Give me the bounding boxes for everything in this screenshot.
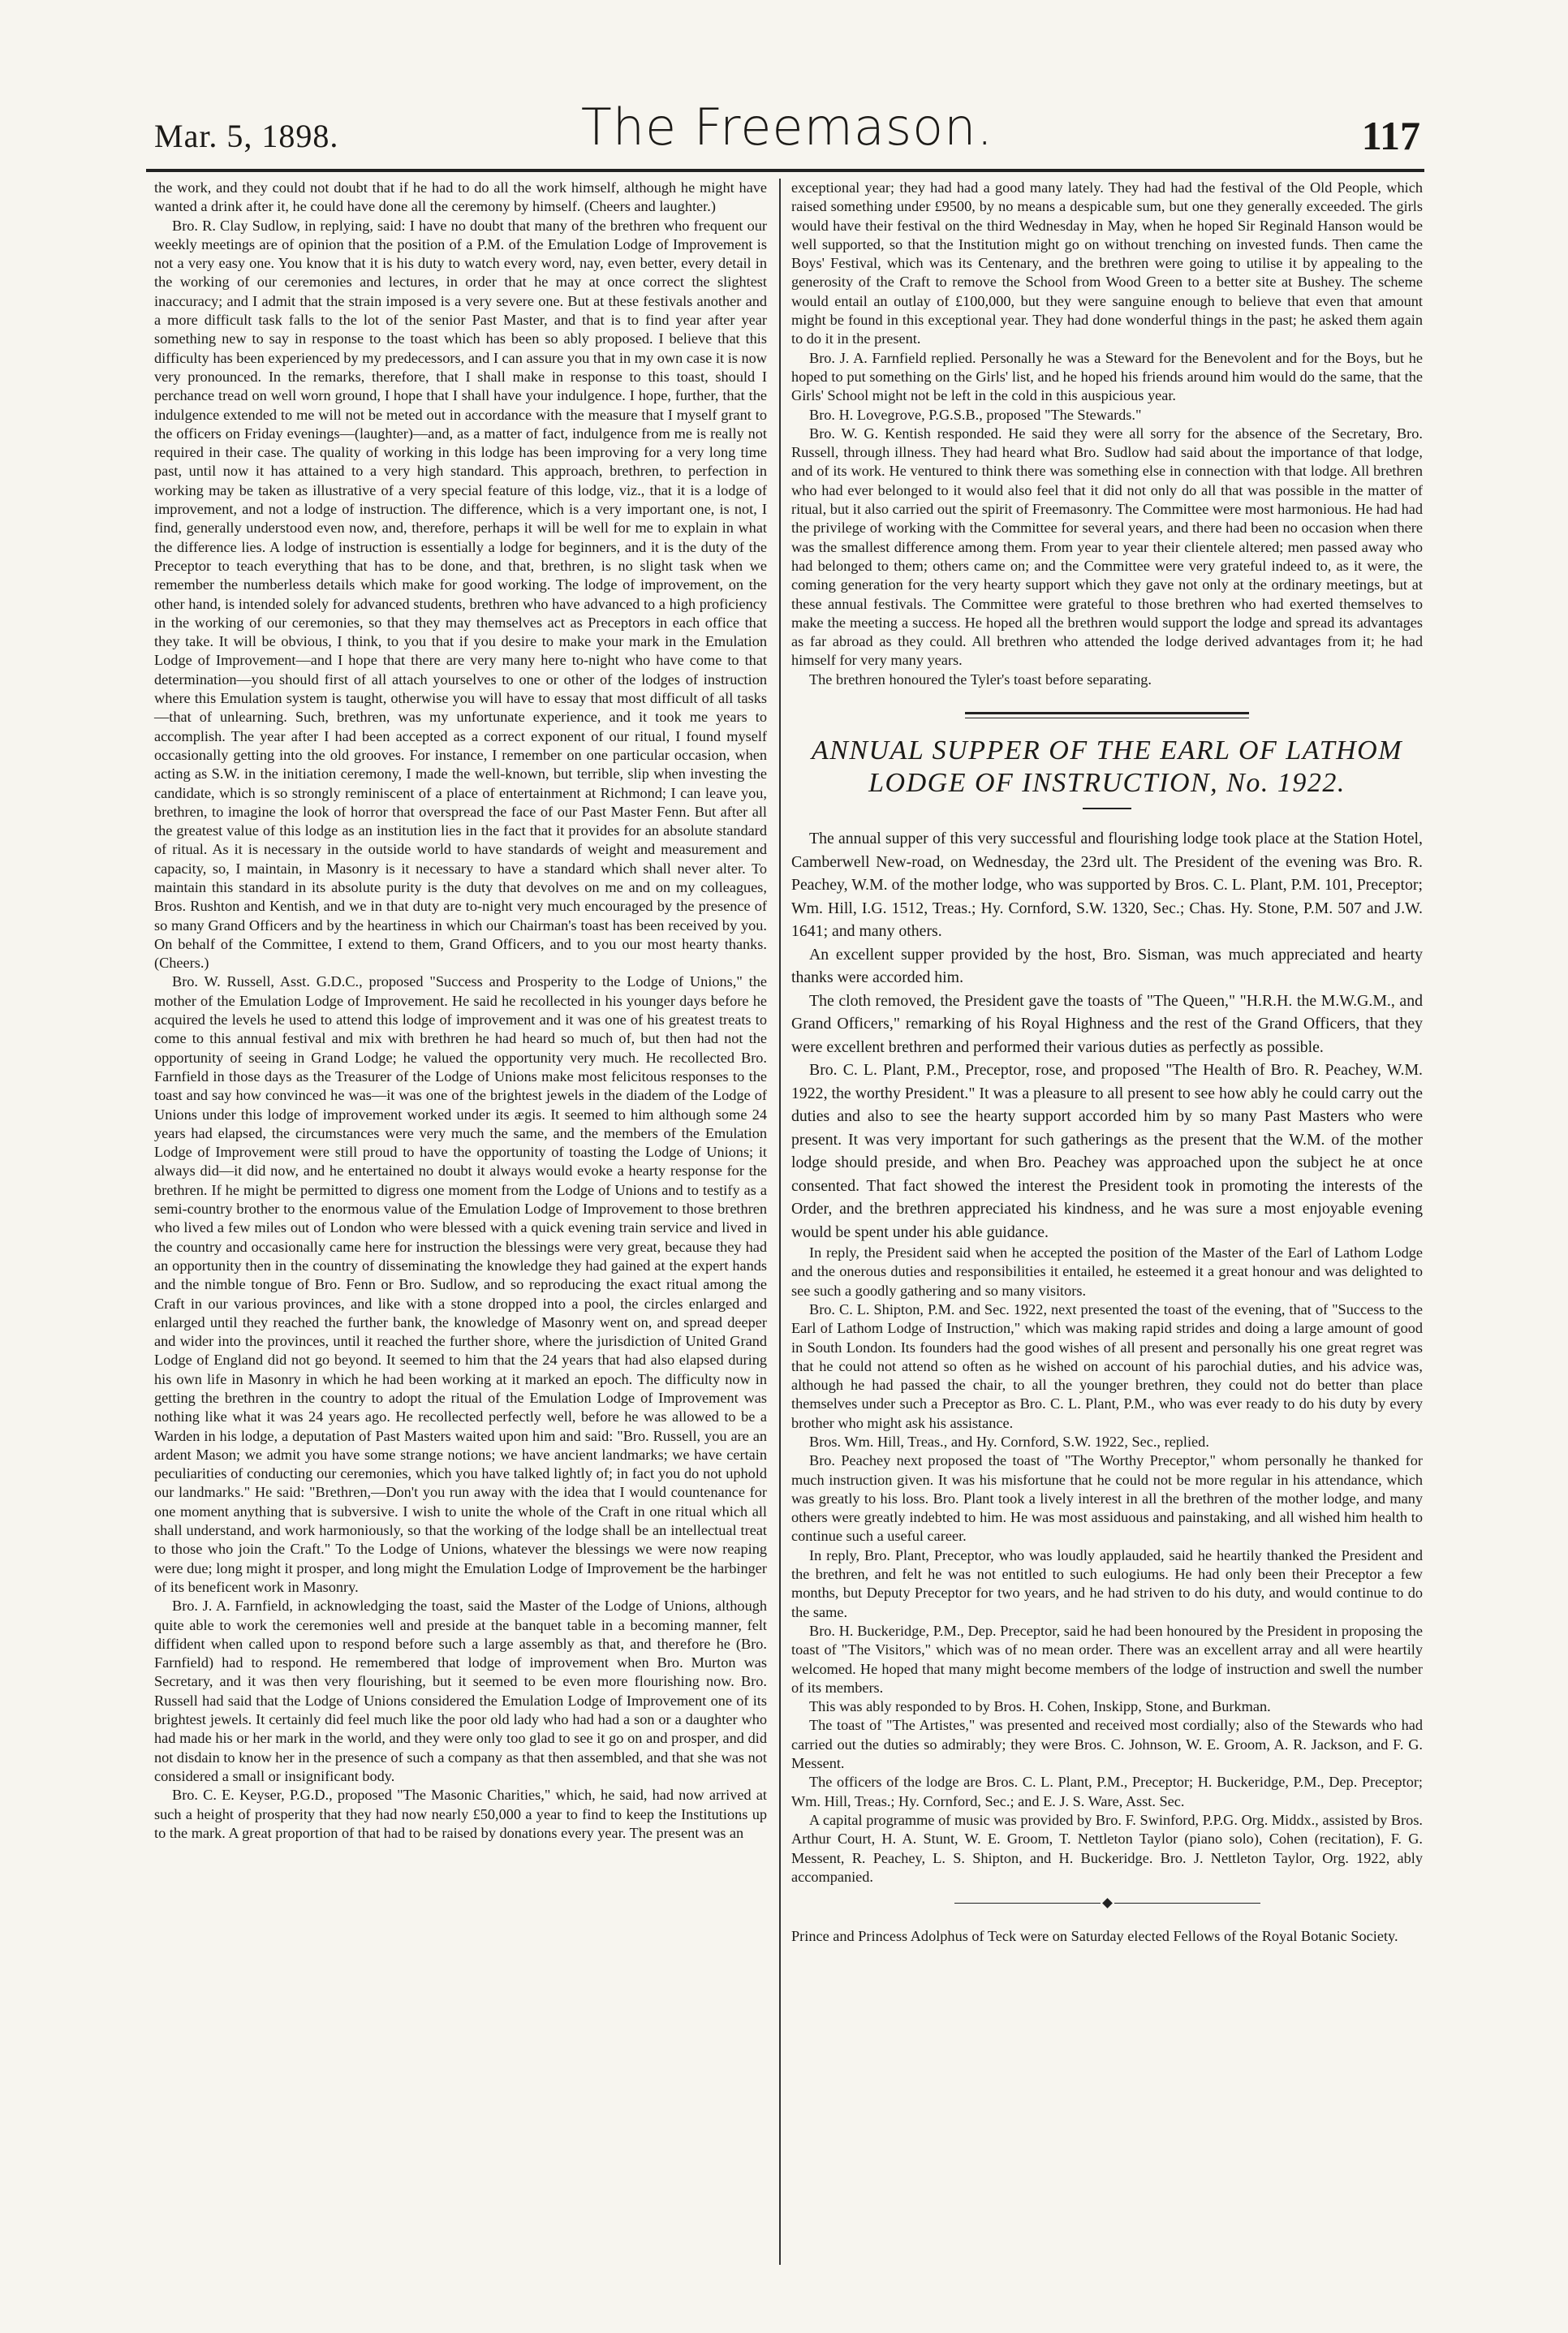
article-paragraph: An excellent supper provided by the host, Bro. Sisman, was much appreciated and hearty thanks were accorded him. (791, 945, 1423, 987)
section-divider (965, 712, 1249, 718)
left-column (154, 179, 767, 1843)
right-column (791, 179, 1423, 1946)
article-paragraph: In reply, Bro. Plant, Preceptor, who was loudly applauded, said he heartily thanked the President and the brethren, and felt he was not entitled to such eulogiums. He had only been their Preceptor a few months, but Deputy Preceptor for two years, and he had striven to do his duty, and would continue to do the same. (791, 1546, 1423, 1620)
article-paragraph: This was ably responded to by Bros. H. Cohen, Inskipp, Stone, and Burkman. (809, 1698, 1271, 1715)
masthead-rule (146, 169, 1424, 172)
column-divider (779, 179, 781, 2265)
article-paragraph: Bro. C. E. Keyser, P.G.D., proposed "The Masonic Charities," which, he said, had now arrived at such a height of prosperity that they had now nearly £50,000 a year to find to keep the Institutions up to the mark. A great proportion of that had to be raised by donations every year. The present was an (154, 1787, 767, 1841)
article-paragraph: Bro. W. G. Kentish responded. He said they were all sorry for the absence of the Secretary, Bro. Russell, through illness. They had heard what Bro. Sudlow had said about the importance of that lodge, and of its work. He ventured to think there was something else in connection with that lodge. All brethren who had ever belonged to it would also feel that it did not only do all that was possible in the matter of ritual, but it also carried out the spirit of Freemasonry. The Committee were most harmonious. He had had the privilege of working with the Committee for several years, and there had been no occasion when there was the smallest difference among them. From year to year their clientele altered; men passed away who had belonged to them; others came on; and the Committee were very grateful indeed to, as it were, the coming generation for the very hearty support which they gave not only at the ordinary meetings, but at these annual festivals. The Committee were grateful to those brethren who had exerted themselves to make the meeting a success. He hoped all the brethren would support the lodge and spread its advantages as far abroad as they could. All brethren who attended the lodge derived advantages from it; he had himself for very many years. (791, 425, 1423, 669)
article-paragraph: Bro. W. Russell, Asst. G.D.C., proposed "Success and Prosperity to the Lodge of Unions," the mother of the Emulation Lodge of Improvement. He said he recollected in his younger days before he acquired the levels he used to attend this lodge of improvement and it was one of his greatest treats to come to this annual festival and mix with brethren he had heard so much of, but then had not the opportunity of seeing in Grand Lodge; he valued the opportunity very much. He recollected Bro. Farnfield in those days as the Treasurer of the Lodge of Unions make most felicitous responses to the toast and say how convinced he was—it was one of the brightest jewels in the diadem of the Lodge of Unions under this lodge of improvement worked under its ægis. It seemed to him although some 24 years had elapsed, the circumstances were very much the same, and the members of the Emulation Lodge of Improvement were still proud to have the opportunity of toasting the Lodge of Unions; it always did—it did now, and he entertained no doubt it always would evoke a hearty response for the brethren. If he might be permitted to digress one moment from the Lodge of Unions and to testify as a semi-country brother to the enormous value of the Emulation Lodge of Improvement to those brethren who lived a few miles out of London who were blessed with a quick evening train service and lived in the country and occasionally came here for instruction the blessings were very great, because they had an opportunity then in the country of disseminating the knowledge they had gained at the expert hands and the nimble tongue of Bro. Fenn or Bro. Sudlow, and so reproducing the exact ritual among the Craft in our various provinces, and like with a stone dropped into a pool, the circles enlarged and enlarged until they reached the further bank, the knowledge of Masonry went on, and spread deeper and wider into the provinces, until it reached the further shore, where the jurisdiction of United Grand Lodge of England did not go beyond. It seemed to him that the 24 years that had also elapsed during his own life in Masonry in which he had been working at it marked an epoch. The difficulty now in getting the brethren in the country to adopt the ritual of the Emulation Lodge of Improvement was nothing like what it was 24 years ago. He recollected perfectly well, before he was allowed to be a Warden in his lodge, a deputation of Past Masters waited upon him and said: "Bro. Russell, you are an ardent Mason; we admit you have some strange notions; we have ancient landmarks; we have certain peculiarities of conducting our ceremonies, which you have talked lightly of; in fact you do not uphold our landmarks." He said: "Brethren,—Don't you run away with the idea that I would countenance for one moment anything that is subversive. I wish to unite the whole of the Craft in one ritual which all shall understand, and work harmoniously, so that the working of the lodge shall be an intellectual treat to those who join the Craft." To the Lodge of Unions, whatever the blessings we were now reaping were due; long might it prosper, and long might the Emulation Lodge of Improvement be the harbinger of its beneficent work in Masonry. (154, 973, 767, 1595)
article-paragraph: A capital programme of music was provided by Bro. F. Swinford, P.P.G. Org. Middx., assisted by Bros. Arthur Court, H. A. Stunt, W. E. Groom, T. Nettleton Taylor (piano solo), Cohen (recitation), F. G. Messent, R. Peachey, L. S. Shipton, and H. Buckeridge. Bro. J. Nettleton Taylor, Org. 1922, ably accompanied. (791, 1811, 1423, 1885)
article-paragraph: Bro. C. L. Shipton, P.M. and Sec. 1922, next presented the toast of the evening, that of "Success to the Earl of Lathom Lodge of Instruction," which was making rapid strides and doing a large amount of good in South London. Its founders had the good wishes of all present and personally his one great regret was that he could not attend so often as he wished on account of his parochial duties, and his advice was, although he had passed the chair, to all the younger brethren, they could not do better than place themselves under such a Preceptor as Bro. C. L. Plant, P.M., who was ever ready to do his duty by every brother who might ask his assistance. (791, 1300, 1423, 1431)
article-paragraph: Bro. Peachey next proposed the toast of "The Worthy Preceptor," whom personally he thanked for much instruction given. It was his misfortune that he could not be more regular in his attendance, which was greatly to his loss. Bro. Plant took a lively interest in all the brethren of the mother lodge, and many others were greatly indebted to him. He was most assiduous and painstaking, and all wished him health to continue such a useful career. (791, 1452, 1423, 1545)
article-paragraph: In reply, the President said when he accepted the position of the Master of the Earl of Lathom Lodge and the onerous duties and responsibilities it entailed, he esteemed it a great honour and was delighted to see such a goodly gathering and so many visitors. (791, 1244, 1423, 1299)
article-paragraph: Bro. H. Lovegrove, P.G.S.B., proposed "The Stewards." (809, 406, 1142, 423)
article-headline: ANNUAL SUPPER OF THE EARL OF LATHOM LODGE OF INSTRUCTION, No. 1922. (811, 735, 1403, 799)
article-paragraph: The brethren honoured the Tyler's toast before separating. (809, 671, 1152, 688)
news-note: Prince and Princess Adolphus of Teck were on Saturday elected Fellows of the Royal Botanic Society. (791, 1928, 1398, 1945)
page-number: 117 (1361, 113, 1420, 158)
article-paragraph: Bro. J. A. Farnfield, in acknowledging the toast, said the Master of the Lodge of Unions, although quite able to work the ceremonies well and preside at the banquet table in a becoming manner, felt diffident when called upon to respond before such a large assembly as that, and therefore he (Bro. Farnfield) had to respond. He remembered that lodge of improvement when Bro. Murton was Secretary, and it was then very flourishing, but it seemed to be even more flourishing now. Bro. Russell had said that the Lodge of Unions considered the Emulation Lodge of Improvement one of its brightest jewels. It certainly did feel much like the poor old lady who had had a son or a daughter who had made his or her mark in the world, and they were only too glad to see it go on and prosper, and did not disdain to know her in the presence of such a company as that then assembled, and that she was not considered a small or insignificant body. (154, 1598, 767, 1784)
article-paragraph: Bro. H. Buckeridge, P.M., Dep. Preceptor, said he had been honoured by the President in proposing the toast of "The Visitors," which was of no mean order. There was an excellent array and all were heartily welcomed. He hoped that many might become members of the lodge of instruction and swell the number of its members. (791, 1622, 1423, 1696)
article-paragraph: the work, and they could not doubt that if he had to do all the work himself, although he might have wanted a drink after it, he could have done all the ceremony by himself. (Cheers and laughter.) (154, 179, 767, 215)
supper-article (791, 827, 1423, 1887)
article-paragraph: Bros. Wm. Hill, Treas., and Hy. Cornford, S.W. 1922, Sec., replied. (809, 1433, 1209, 1450)
article-paragraph: Bro. R. Clay Sudlow, in replying, said: I have no doubt that many of the brethren who frequent our weekly meetings are of opinion that the position of a P.M. of the Emulation Lodge of Improvement is not a very easy one. You know that it is his duty to watch every word, nay, even better, every detail in the working of our ceremonies and lectures, in order that he may at once correct the slightest inaccuracy; and I admit that the strain imposed is a very severe one. But at these festivals another and a more difficult task falls to the lot of the senior Past Master, and that is to find year after year something new to say in response to the toast which has been so ably proposed. I believe that this difficulty has been experienced by my predecessors, and I can assure you that in my own case it is now very pronounced. In the remarks, therefore, that I shall make in response to this toast, should I perchance tread on well worn ground, I hope that I shall have your indulgence. I hope, further, that the indulgence extended to me will not be meted out in accordance with the measure that I myself grant to the officers on Friday evenings—(laughter)—and, as a matter of fact, indulgence from me is really not required in their case. The quality of working in this lodge has been improving for a very long time past, until now it has attained to a very high standard. This approach, brethren, to perfection in working may be taken as illustrative of a very special feature of this lodge, viz., that it is a lodge of improvement, and not a lodge of instruction. The difference, which is a very important one, is not, I find, generally understood even now, and, therefore, perhaps it will be well for me to explain in what the difference lies. A lodge of instruction is essentially a lodge for beginners, and it is the duty of the Preceptor to teach everything that has to be done, and that, brethren, is no slight task when we remember the numberless details which make for good working. The lodge of improvement, on the other hand, is intended solely for advanced students, brethren who have advanced to a high proficiency in the working of our ceremonies, so that they may themselves act as Preceptors in each office that they take. It will be obvious, I think, to you that if you desire to make your mark in the Emulation Lodge of Improvement—and I hope that there are very many here to-night who have come to that determination—you should first of all attach yourselves to one or other of the lodges of instruction where this Emulation system is taught, otherwise you will have to essay that most difficult of all tasks—that of unlearning. Such, brethren, was my unfortunate experience, and it took me years to accomplish. The year after I had been accepted as a correct exponent of our ritual, I found myself occasionally getting into the old grooves. For instance, I remember on one particular occasion, when acting as S.W. in the initiation ceremony, I made the well-known, but terrible, slip when investing the candidate, which is so strongly reminiscent of a place of entertainment at Richmond; I can leave you, brethren, to imagine the look of horror that overspread the face of our Past Master Fenn. But after all the greatest value of this lodge as an institution lies in the fact that it provides for an absolute standard of ritual. As it is necessary in the outside world to have standards of weight and measurement and capacity, so, I maintain, in Masonry is it necessary to have a standard which shall never alter. To maintain this standard in its absolute purity is the duty that devolves on me and on my colleagues, Bros. Rushton and Kentish, and we in that duty are to-night very much encouraged by the presence of so many Grand Officers and by the heartiness in which our Chairman's toast has been received by you. On behalf of the Committee, I extend to them, Grand Officers, and to you our most hearty thanks. (Cheers.) (154, 217, 767, 972)
newspaper-title: The Freemason. (580, 97, 994, 157)
article-paragraph: Bro. J. A. Farnfield replied. Personally he was a Steward for the Benevolent and for the Boys, but he hoped to put something on the Girls' list, and he hoped his friends around him would do the same, that the Girls' School might not be left in the cold in this auspicious year. (791, 349, 1423, 404)
article-paragraph: The officers of the lodge are Bros. C. L. Plant, P.M., Preceptor; H. Buckeridge, P.M., Dep. Preceptor; Wm. Hill, Treas.; Hy. Cornford, Sec.; and E. J. S. Ware, Asst. Sec. (791, 1774, 1423, 1809)
article-paragraph: exceptional year; they had had a good many lately. They had had the festival of the Old People, which raised something under £9500, by no means a despicable sum, but one they generally exceeded. The girls would have their festival on the third Wednesday in May, when he hoped Sir Reginald Hanson would be well supported, so that the Institution might go on without trenching on invested funds. Then came the Boys' Festival, which was its Centenary, and the brethren were going to utilise it by appealing to the generosity of the Craft to remove the School from Wood Green to a better site at Bushey. The scheme would entail an outlay of £100,000, but they were sanguine enough to believe that even that amount might be found in this exceptional year. They had done wonderful things in the past; he asked them again to do it in the present. (791, 179, 1423, 347)
article-paragraph: Bro. C. L. Plant, P.M., Preceptor, rose, and proposed "The Health of Bro. R. Peachey, W.M. 1922, the worthy President." It was a pleasure to all present to see how ably he could carry out the duties and also to see the hearty support accorded him by so many Past Masters who were present. It was very important for such gatherings as the present that the W.M. of the mother lodge should preside, and when Bro. Peachey was approached upon the subject he at once consented. That fact showed the interest the President took in promoting the interests of the Order, and the brethren appreciated his kindness, and he was sure a most enjoyable evening would be spent under his able guidance. (791, 1061, 1423, 1241)
article-paragraph: The cloth removed, the President gave the toasts of "The Queen," "H.R.H. the M.W.G.M., and Grand Officers," remarking of his Royal Highness and the rest of the Grand Officers, that they were excellent brethren and performed their various duties as perfectly as possible. (791, 991, 1423, 1056)
article-paragraph: The toast of "The Artistes," was presented and received most cordially; also of the Stewards who had carried out the duties so admirably; they were Bros. C. Johnson, W. E. Groom, A. R. Jackson, and F. G. Messent. (791, 1717, 1423, 1772)
article-paragraph: The annual supper of this very successful and flourishing lodge took place at the Station Hotel, Camberwell New-road, on Wednesday, the 23rd ult. The President of the evening was Bro. R. Peachey, W.M. of the mother lodge, who was supported by Bros. C. L. Plant, P.M. 101, Preceptor; Wm. Hill, I.G. 1512, Treas.; Hy. Cornford, S.W. 1320, Sec.; Chas. Hy. Stone, P.M. 507 and J.W. 1641; and many others. (791, 830, 1423, 941)
issue-date: Mar. 5, 1898. (154, 118, 339, 154)
ornament-divider (791, 1898, 1423, 1909)
headline-rule (1083, 808, 1131, 809)
masthead (154, 97, 1420, 162)
